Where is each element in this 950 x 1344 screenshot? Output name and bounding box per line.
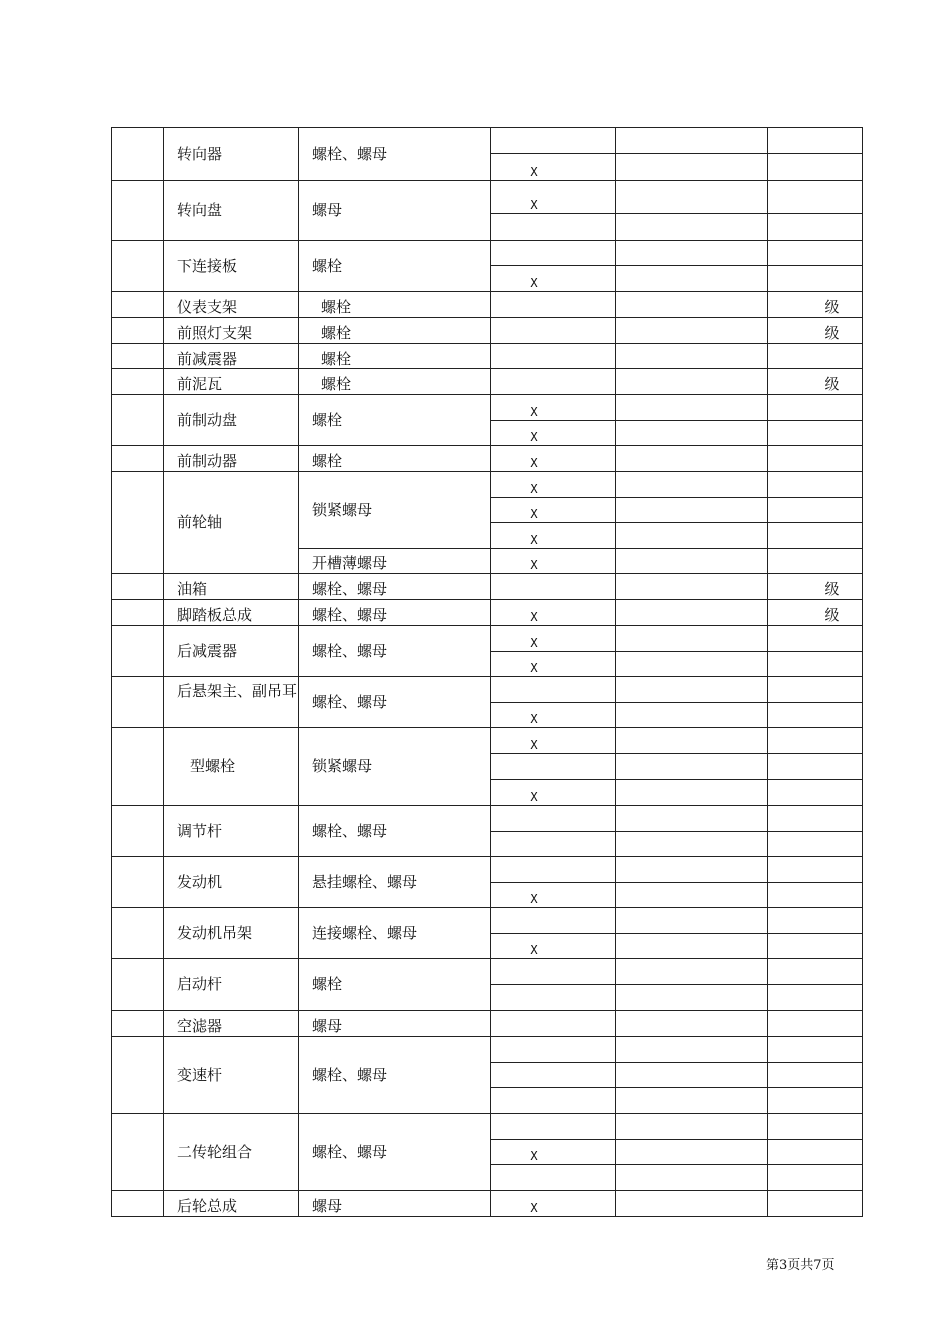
sub-row-divider [298, 548, 491, 549]
row-divider [111, 343, 863, 344]
row-divider [111, 180, 863, 181]
part-name: 空滤器 [177, 1017, 223, 1035]
part-name: 后轮总成 [177, 1197, 238, 1215]
row-divider [111, 240, 863, 241]
part-name: 转向盘 [177, 201, 223, 219]
check-mark: X [530, 610, 538, 624]
fastener-type: 螺栓、螺母 [312, 1143, 388, 1161]
fastener-type: 连接螺栓、螺母 [312, 924, 418, 942]
check-mark: X [530, 198, 538, 212]
part-name: 调节杆 [177, 822, 223, 840]
grade-label: 级 [824, 324, 840, 342]
fastener-type-secondary: 开槽薄螺母 [312, 554, 388, 572]
part-name: 型螺栓 [190, 757, 236, 775]
fastener-type: 螺母 [312, 201, 343, 219]
part-name: 后悬架主、副吊耳 [177, 682, 298, 700]
check-mark: X [530, 405, 538, 419]
fastener-type: 螺栓 [312, 411, 343, 429]
check-mark: X [530, 533, 538, 547]
fastener-type: 锁紧螺母 [312, 501, 373, 519]
part-name: 转向器 [177, 145, 223, 163]
sub-row-divider [490, 651, 863, 652]
part-name: 启动杆 [177, 975, 223, 993]
check-mark: X [530, 790, 538, 804]
sub-row-divider [490, 1139, 863, 1140]
grade-label: 级 [824, 298, 840, 316]
check-mark: X [530, 507, 538, 521]
sub-row-divider [490, 702, 863, 703]
check-mark: X [530, 892, 538, 906]
check-mark: X [530, 276, 538, 290]
check-mark: X [530, 1149, 538, 1163]
sub-row-divider [490, 779, 863, 780]
check-mark: X [530, 943, 538, 957]
fastener-type: 锁紧螺母 [312, 757, 373, 775]
part-name: 后减震器 [177, 642, 238, 660]
fastener-type: 螺栓 [321, 350, 352, 368]
part-name: 前轮轴 [177, 513, 223, 531]
sub-row-divider [490, 522, 863, 523]
table-top-border [111, 127, 863, 128]
part-name: 发动机吊架 [177, 924, 253, 942]
part-name: 前泥瓦 [177, 375, 223, 393]
part-name: 前照灯支架 [177, 324, 253, 342]
check-mark: X [530, 165, 538, 179]
part-name: 仪表支架 [177, 298, 238, 316]
row-divider [111, 958, 863, 959]
sub-row-divider [490, 265, 863, 266]
grade-label: 级 [824, 606, 840, 624]
row-divider [111, 471, 863, 472]
sub-row-divider [490, 882, 863, 883]
sub-row-divider [490, 548, 863, 549]
sub-row-divider [490, 984, 863, 985]
row-divider [111, 317, 863, 318]
check-mark: X [530, 1201, 538, 1215]
page-footer: 第3页共7页 [766, 1258, 835, 1273]
row-divider [111, 1036, 863, 1037]
fastener-type: 螺栓 [321, 298, 352, 316]
row-divider [111, 445, 863, 446]
grade-label: 级 [824, 375, 840, 393]
fastener-type: 螺母 [312, 1197, 343, 1215]
row-divider [111, 368, 863, 369]
row-divider [111, 727, 863, 728]
sub-row-divider [490, 153, 863, 154]
part-name: 发动机 [177, 873, 223, 891]
row-divider [111, 676, 863, 677]
check-mark: X [530, 558, 538, 572]
fastener-type: 螺栓、螺母 [312, 606, 388, 624]
row-divider [111, 291, 863, 292]
check-mark: X [530, 712, 538, 726]
part-name: 油箱 [177, 580, 208, 598]
part-name: 前制动器 [177, 452, 238, 470]
sub-row-divider [490, 1087, 863, 1088]
check-mark: X [530, 456, 538, 470]
fastener-type: 螺栓、螺母 [312, 1066, 388, 1084]
row-divider [111, 599, 863, 600]
fastener-type: 螺栓、螺母 [312, 642, 388, 660]
grade-label: 级 [824, 580, 840, 598]
check-mark: X [530, 738, 538, 752]
part-name: 前制动盘 [177, 411, 238, 429]
part-name: 脚踏板总成 [177, 606, 253, 624]
row-divider [111, 573, 863, 574]
check-mark: X [530, 661, 538, 675]
row-divider [111, 394, 863, 395]
fastener-type: 螺栓 [312, 452, 343, 470]
row-divider [111, 1010, 863, 1011]
fastener-type: 螺栓 [312, 257, 343, 275]
fastener-type: 螺栓、螺母 [312, 693, 388, 711]
sub-row-divider [490, 1062, 863, 1063]
sub-row-divider [490, 1164, 863, 1165]
row-divider [111, 907, 863, 908]
fastener-type: 螺栓、螺母 [312, 822, 388, 840]
part-name: 下连接板 [177, 257, 238, 275]
row-divider [111, 1216, 863, 1217]
fastener-type: 螺栓 [321, 324, 352, 342]
sub-row-divider [490, 753, 863, 754]
sub-row-divider [490, 831, 863, 832]
sub-row-divider [490, 213, 863, 214]
check-mark: X [530, 430, 538, 444]
check-mark: X [530, 482, 538, 496]
row-divider [111, 805, 863, 806]
part-name: 前减震器 [177, 350, 238, 368]
sub-row-divider [490, 497, 863, 498]
fastener-type: 螺栓 [312, 975, 343, 993]
fastener-type: 悬挂螺栓、螺母 [312, 873, 418, 891]
row-divider [111, 856, 863, 857]
fastener-type: 螺栓、螺母 [312, 145, 388, 163]
row-divider [111, 1113, 863, 1114]
sub-row-divider [490, 933, 863, 934]
fastener-type: 螺栓、螺母 [312, 580, 388, 598]
fastener-type: 螺栓 [321, 375, 352, 393]
part-name: 二传轮组合 [177, 1143, 253, 1161]
row-divider [111, 1190, 863, 1191]
part-name: 变速杆 [177, 1066, 223, 1084]
check-mark: X [530, 636, 538, 650]
sub-row-divider [490, 420, 863, 421]
row-divider [111, 625, 863, 626]
fastener-type: 螺母 [312, 1017, 343, 1035]
